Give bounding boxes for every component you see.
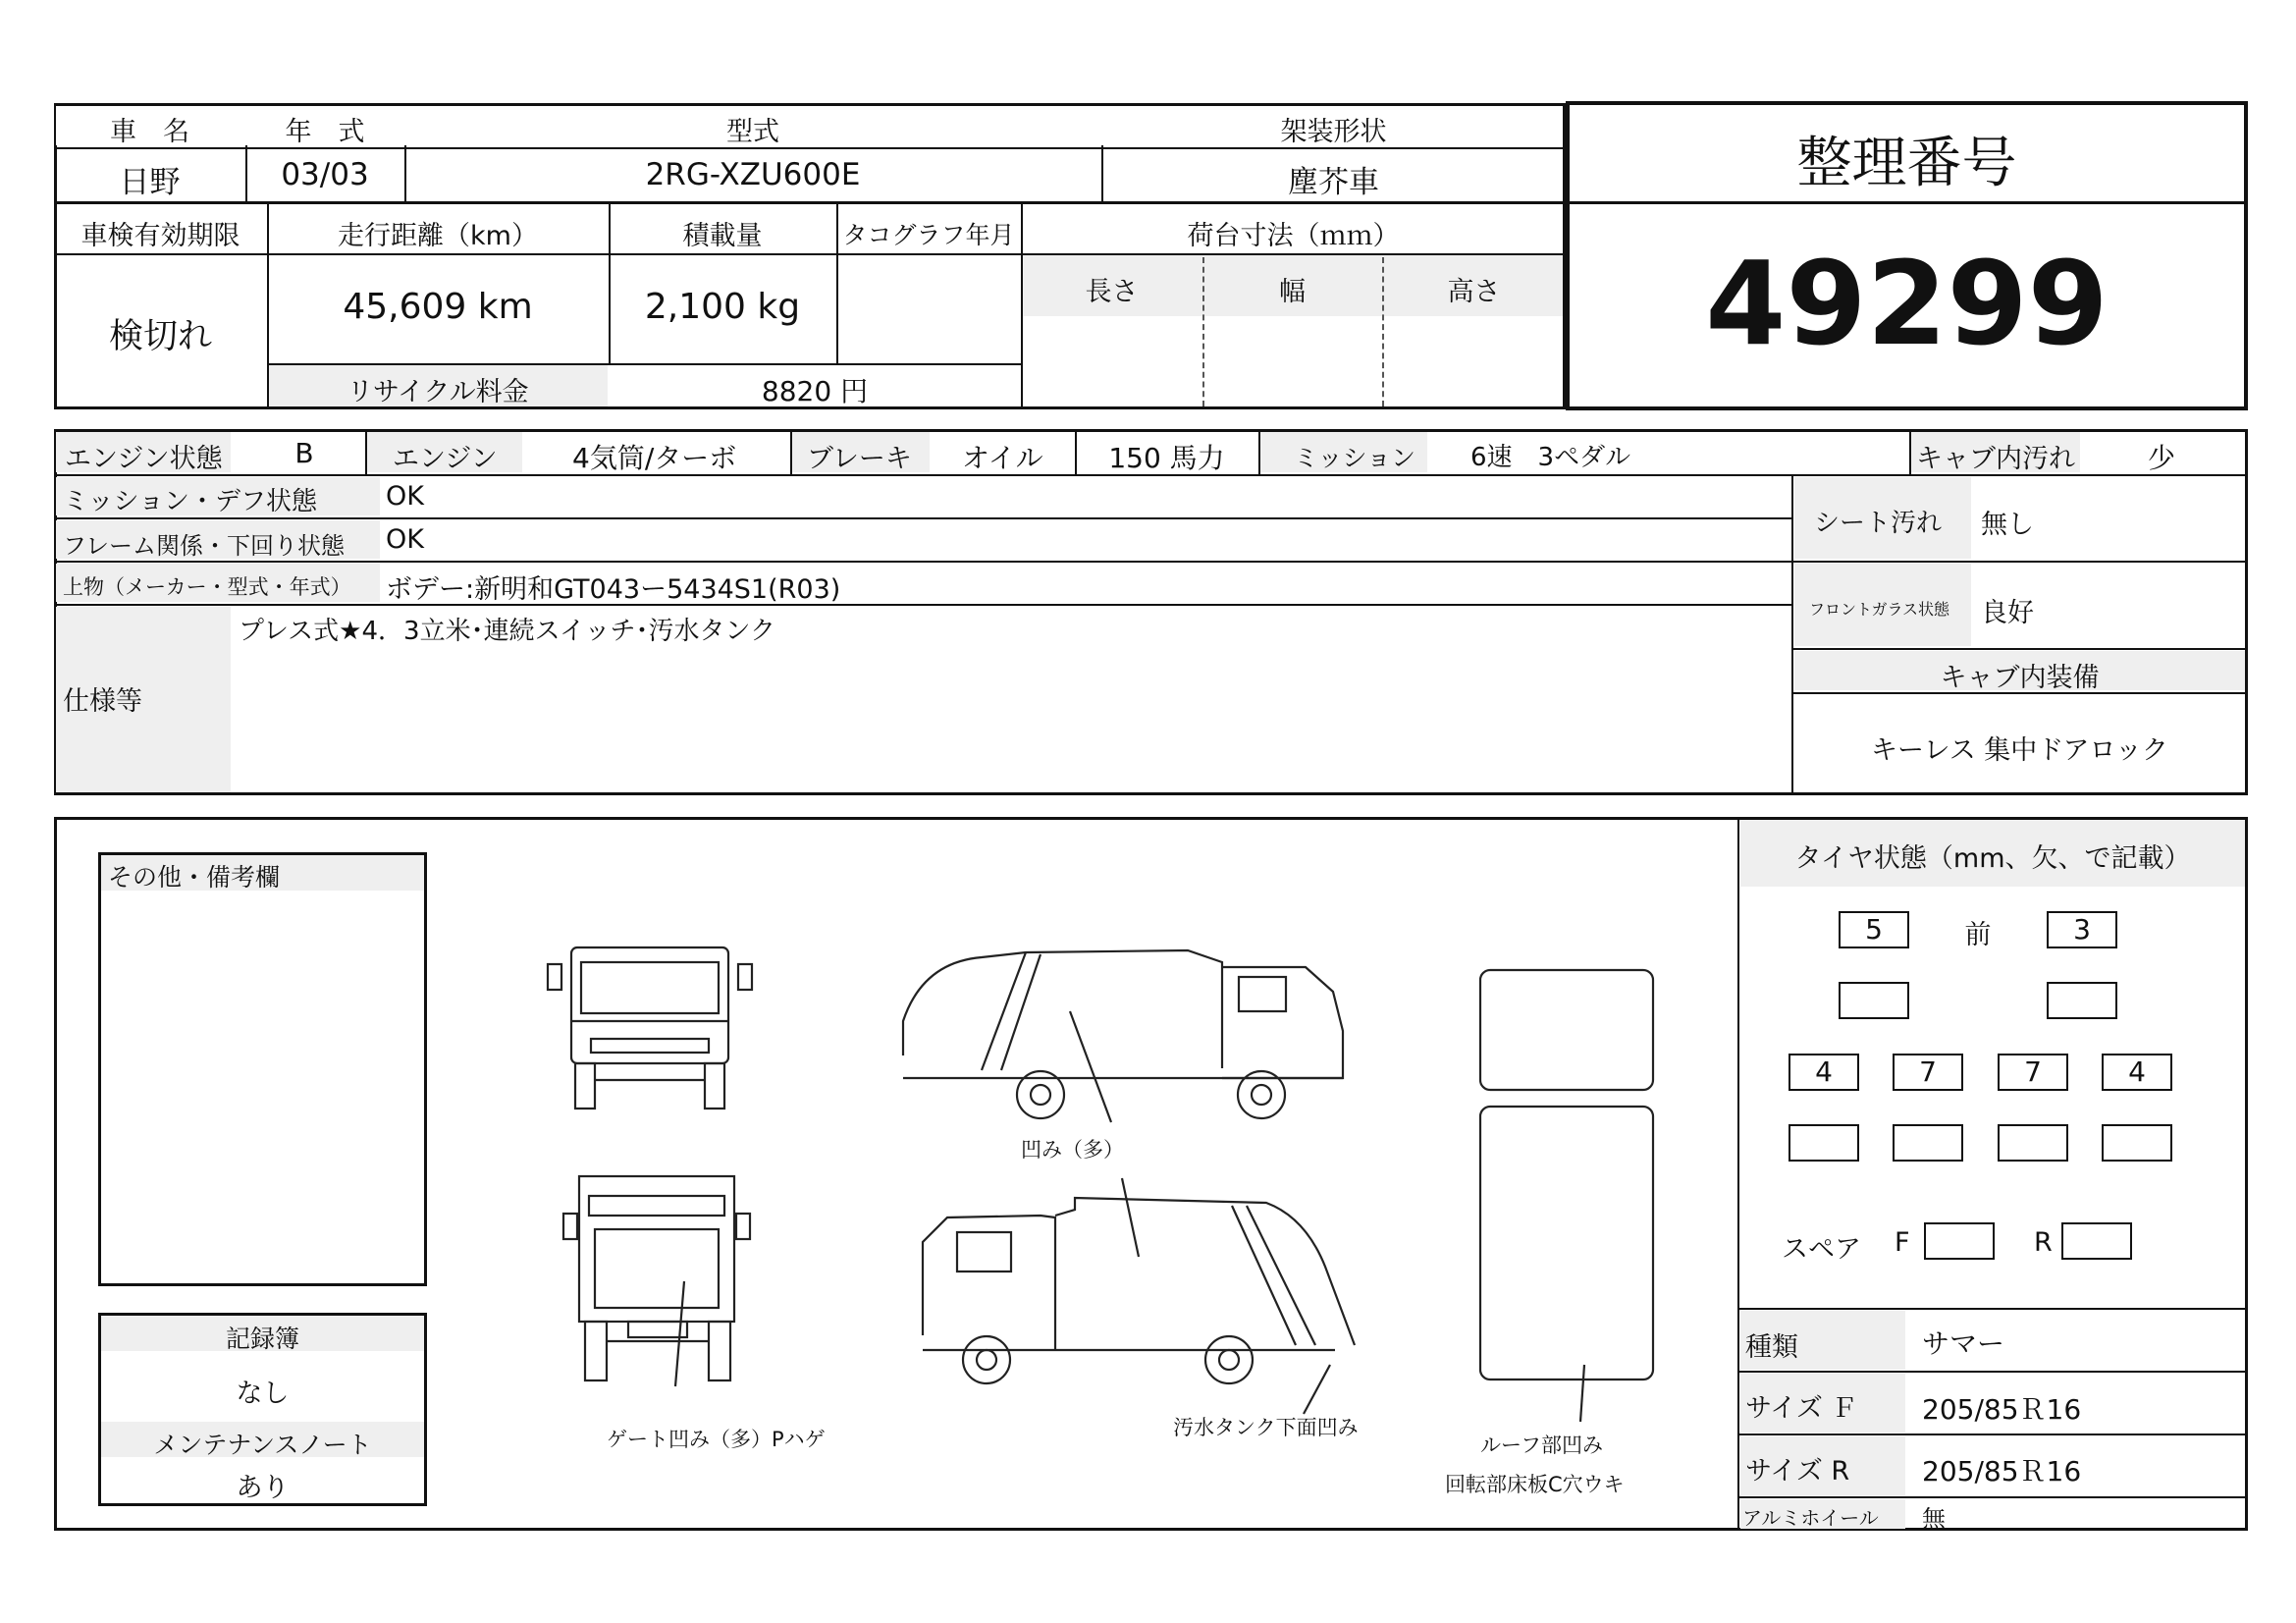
mission-label: ミッション	[1294, 444, 1416, 472]
tire-size-r-label: サイズ R	[1745, 1456, 1850, 1487]
cargo-length-label: 長さ	[1085, 277, 1139, 307]
maintenance-note-label: メンテナンスノート	[153, 1431, 372, 1459]
gate-dent-note: ゲート凹み（多）Pハゲ	[607, 1428, 826, 1451]
brake-label: ブレーキ	[807, 444, 912, 474]
vehicle-model: 2RG-XZU600E	[645, 157, 861, 192]
inspection-value: 検切れ	[108, 317, 212, 356]
frame-label: フレーム関係・下回り状態	[63, 532, 346, 560]
cargo-height-label: 高さ	[1447, 277, 1501, 307]
tire-size-f-label: サイズ Ｆ	[1745, 1393, 1858, 1424]
maintenance-note-value: あり	[236, 1473, 290, 1503]
aluminum-wheel-label: アルミホイール	[1742, 1506, 1879, 1530]
cab-dirt-value: 少	[2148, 442, 2176, 474]
engine-state-value: B	[294, 437, 314, 469]
cab-equipment-label: キャブ内装備	[1940, 663, 2100, 693]
front-left-tire-extra	[1839, 982, 1909, 1019]
record-book-value: なし	[236, 1379, 290, 1409]
vehicle-name: 日野	[119, 165, 181, 200]
mission-value: 6速 3ペダル	[1470, 443, 1631, 472]
rear-tire-1: 4	[1789, 1054, 1859, 1091]
mileage-label: 走行距離（km）	[338, 221, 538, 251]
truck-right-side-view	[923, 1178, 1355, 1414]
load-value: 2,100 kg	[644, 287, 801, 327]
rear-tire-4: 4	[2102, 1054, 2172, 1091]
cargo-width-label: 幅	[1279, 277, 1306, 307]
mission-diff-label: ミッション・デフ状態	[63, 487, 317, 516]
rear-tire-extra-3	[1998, 1124, 2068, 1162]
name-header: 車 名	[110, 117, 189, 147]
tire-type-label: 種類	[1745, 1332, 1798, 1363]
floor-note: 回転部床板C穴ウキ	[1445, 1473, 1625, 1496]
mileage-value: 45,609 km	[343, 287, 533, 327]
body-type-header: 架装形状	[1280, 117, 1387, 147]
tire-size-r-value: 205/85Ｒ16	[1922, 1455, 2082, 1488]
roof-dent-note: ルーフ部凹み	[1480, 1434, 1603, 1457]
spare-f-box	[1924, 1222, 1995, 1260]
spare-r-label: R	[2034, 1227, 2053, 1258]
spare-f-label: F	[1895, 1227, 1910, 1258]
inspection-label: 車検有効期限	[80, 221, 240, 251]
rear-tire-extra-2	[1893, 1124, 1963, 1162]
rear-tire-3: 7	[1998, 1054, 2068, 1091]
tire-type-value: サマー	[1922, 1327, 2005, 1360]
engine-state-label: エンジン状態	[65, 444, 223, 474]
seat-dirt-value: 無し	[1981, 510, 2034, 540]
truck-top-view	[1480, 970, 1653, 1422]
front-label: 前	[1964, 920, 1992, 950]
recycle-fee-label: リサイクル料金	[347, 377, 529, 407]
reference-number-label: 整理番号	[1796, 132, 2017, 195]
front-right-tire-extra	[2047, 982, 2117, 1019]
engine-label: エンジン	[393, 444, 498, 474]
frame-value: OK	[386, 524, 424, 555]
specifications-value: プレス式★4．3立米･連続スイッチ･汚水タンク	[239, 617, 776, 646]
rear-tire-2: 7	[1893, 1054, 1963, 1091]
upper-body-label: 上物（メーカー・型式・年式）	[63, 575, 351, 599]
front-right-tire: 3	[2047, 911, 2117, 948]
tire-condition-title: タイヤ状態（mm、欠、で記載）	[1794, 843, 2191, 874]
cab-equipment-value: キーレス 集中ドアロック	[1871, 735, 2168, 766]
aluminum-wheel-value: 無	[1922, 1505, 1946, 1533]
rear-tire-extra-4	[2102, 1124, 2172, 1162]
mission-diff-value: OK	[386, 481, 424, 512]
truck-front-view	[548, 947, 752, 1109]
cargo-dimensions-label: 荷台寸法（ｍｍ）	[1187, 221, 1400, 251]
truck-rear-view	[563, 1176, 750, 1380]
recycle-fee-value: 8820 円	[761, 375, 869, 407]
vehicle-body-type: 塵芥車	[1288, 165, 1379, 200]
tire-size-f-value: 205/85Ｒ16	[1922, 1393, 2082, 1426]
truck-left-side-view	[903, 950, 1343, 1122]
load-label: 積載量	[682, 221, 763, 251]
vehicle-year: 03/03	[281, 157, 369, 192]
windshield-value: 良好	[1981, 598, 2034, 628]
tank-dent-note: 汚水タンク下面凹み	[1173, 1416, 1359, 1439]
reference-number: 49299	[1705, 236, 2109, 371]
tachograph-label: タコグラフ年月	[842, 221, 1015, 249]
model-header: 型式	[726, 117, 779, 147]
cab-dirt-label: キャブ内汚れ	[1916, 444, 2075, 474]
side-dent-note: 凹み（多）	[1021, 1138, 1124, 1162]
spare-label: スペア	[1782, 1234, 1861, 1265]
upper-body-value: ボデー:新明和GT043ー5434S1(R03)	[386, 574, 841, 605]
seat-dirt-label: シート汚れ	[1814, 509, 1943, 538]
horsepower-value: 150 馬力	[1108, 442, 1225, 474]
record-book-label: 記録簿	[225, 1325, 299, 1353]
year-header: 年 式	[285, 117, 365, 147]
specifications-label: 仕様等	[63, 686, 142, 717]
rear-tire-extra-1	[1789, 1124, 1859, 1162]
windshield-label: フロントガラス状態	[1809, 600, 1950, 619]
spare-r-box	[2061, 1222, 2132, 1260]
front-left-tire: 5	[1839, 911, 1909, 948]
remarks-label: その他・備考欄	[108, 863, 281, 892]
engine-value: 4気筒/ターボ	[572, 442, 737, 474]
brake-value: オイル	[962, 442, 1043, 474]
